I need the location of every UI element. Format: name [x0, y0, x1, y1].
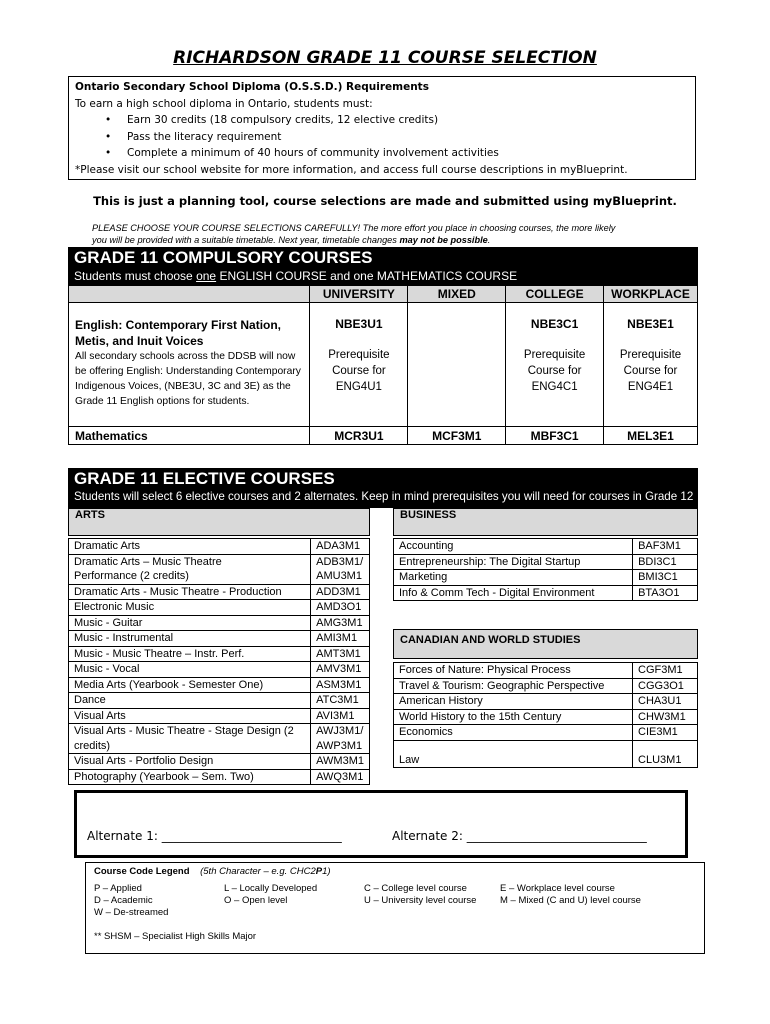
course-row[interactable]: [69, 724, 370, 754]
prerequisite: [604, 347, 697, 395]
course-name: [394, 663, 633, 679]
requirements-list: [105, 112, 689, 162]
course-name: [394, 570, 633, 586]
course-name-line: Electronic Music: [74, 601, 155, 613]
course-row[interactable]: [69, 600, 370, 616]
math-university-code[interactable]: MCR3U1: [310, 427, 408, 445]
course-code-line: AVI3M1: [316, 709, 355, 722]
course-name: [394, 678, 633, 694]
compulsory-banner: [68, 247, 698, 285]
arts-header: ARTS: [68, 508, 370, 536]
example-part: (5th Character – e.g. CHC2: [200, 866, 316, 877]
course-code-line: AWP3M1: [316, 739, 363, 752]
english-note: All secondary schools across the DDSB will now be offering English: Understanding Contemporary Indigenous Voices, (NBE3U, 3C and 3E) as the Grade 11 English options for students.: [75, 351, 301, 407]
advice-note: [92, 222, 702, 246]
advice-text: you will be provided with a suitable timetable. Next year, timetable changes: [92, 235, 400, 245]
course-code: [633, 585, 698, 601]
course-row[interactable]: [394, 678, 698, 694]
column-header: WORKPLACE: [604, 286, 698, 303]
course-name-line: Dance: [74, 694, 106, 706]
course-code-line: BTA3O1: [638, 586, 680, 599]
course-code-line: AMD3O1: [316, 601, 362, 613]
prereq-label: Course for: [623, 365, 678, 377]
course-code-legend: [85, 862, 705, 954]
course-name-line: World History to the 15th Century: [399, 710, 562, 723]
course-name-line: Visual Arts - Portfolio Design: [74, 755, 214, 767]
course-code: [311, 769, 370, 785]
course-name-line: Forces of Nature: Physical Process: [399, 664, 571, 676]
legend-entry: E – Workplace level course: [500, 883, 615, 894]
english-workplace-cell[interactable]: [604, 303, 698, 427]
course-code: [311, 554, 370, 584]
legend-entry: C – College level course: [364, 883, 467, 894]
legend-col: [94, 883, 224, 919]
course-code-line: AMG3M1: [316, 616, 363, 629]
course-row[interactable]: [69, 693, 370, 709]
prereq-label: Prerequisite: [328, 349, 390, 361]
electives-banner: [68, 468, 698, 508]
course-row[interactable]: [394, 725, 698, 741]
course-code-line: CGG3O1: [638, 679, 684, 692]
legend-col: [224, 883, 364, 919]
course-name: [69, 646, 311, 662]
course-name-line: Media Arts (Yearbook - Semester One): [74, 678, 264, 691]
course-code: [633, 663, 698, 679]
course-code: NBE3U1: [335, 317, 383, 331]
course-row[interactable]: [394, 709, 698, 725]
course-row[interactable]: [394, 585, 698, 601]
business-header: BUSINESS: [393, 508, 698, 536]
course-name-line: credits): [74, 739, 111, 752]
course-code: [311, 677, 370, 693]
subtitle-emphasis: one: [196, 269, 217, 283]
course-code: [633, 709, 698, 725]
course-name: [69, 754, 311, 770]
column-header: MIXED: [408, 286, 506, 303]
course-code-line: AMI3M1: [316, 632, 358, 644]
advice-line: PLEASE CHOOSE YOUR COURSE SELECTIONS CAREFULLY! The more effort you place in choosing courses, the more likely: [92, 223, 616, 233]
planning-note: This is just a planning tool, course selections are made and submitted using myBlueprint.: [93, 194, 677, 208]
legend-entry: W – De-streamed: [94, 907, 169, 918]
course-row[interactable]: [69, 554, 370, 584]
subtitle-part: ENGLISH COURSE and one MATHEMATICS COURSE: [216, 269, 518, 283]
course-row[interactable]: [69, 584, 370, 600]
course-code-line: CHW3M1: [638, 710, 686, 723]
requirements-intro: To earn a high school diploma in Ontario, students must:: [75, 97, 373, 110]
cws-table: [393, 662, 698, 768]
course-name: [69, 677, 311, 693]
course-name: [394, 709, 633, 725]
math-college-code[interactable]: MBF3C1: [506, 427, 604, 445]
course-name: [69, 724, 311, 754]
course-code-line: ADA3M1: [316, 540, 361, 552]
electives-subtitle: Students will select 6 elective courses and 2 alternates. Keep in mind prerequisites you will need for courses in Grade 12: [74, 490, 694, 503]
legend-entry: O – Open level: [224, 895, 288, 906]
requirement-item: • Pass the literacy requirement: [105, 129, 689, 146]
legend-entry: P – Applied: [94, 883, 142, 894]
course-code-line: AMV3M1: [316, 663, 362, 675]
course-code-line: ADD3M1: [316, 585, 361, 598]
advice-end: .: [487, 235, 491, 245]
course-row[interactable]: [69, 769, 370, 785]
page-title: RICHARDSON GRADE 11 COURSE SELECTION: [173, 48, 597, 68]
english-mixed-cell: [408, 303, 506, 427]
prereq-code: ENG4C1: [531, 381, 578, 393]
course-name-line: Accounting: [399, 540, 454, 552]
course-name-line: Performance (2 credits): [74, 570, 189, 582]
course-name-line: Economics: [399, 726, 453, 738]
course-name: [69, 693, 311, 709]
course-name: [69, 631, 311, 647]
course-code: [311, 646, 370, 662]
course-row[interactable]: [394, 663, 698, 679]
course-name-line: Dramatic Arts - Music Theatre - Production: [74, 585, 282, 598]
course-code-line: BMI3C1: [638, 571, 678, 583]
alternates-box: [74, 790, 688, 858]
course-name-line: Music - Vocal: [74, 663, 140, 675]
prereq-code: ENG4U1: [335, 381, 382, 393]
course-row[interactable]: [69, 677, 370, 693]
course-code-line: CGF3M1: [638, 664, 683, 676]
course-row[interactable]: [394, 539, 698, 555]
english-title: [75, 317, 303, 349]
course-name: [394, 539, 633, 555]
course-code: [633, 694, 698, 710]
requirement-item: • Complete a minimum of 40 hours of community involvement activities: [105, 145, 689, 162]
course-name-line: Visual Arts - Music Theatre - Stage Design (2: [74, 725, 294, 737]
course-name-line: Dramatic Arts: [74, 540, 141, 552]
course-code: [311, 693, 370, 709]
alternate-2-field[interactable]: Alternate 2: ______________________________: [392, 829, 647, 843]
course-code: [311, 662, 370, 678]
course-code: [311, 539, 370, 555]
english-college-cell[interactable]: [506, 303, 604, 427]
course-code-line: AWQ3M1: [316, 770, 364, 783]
math-label: Mathematics: [69, 427, 310, 445]
course-name: [69, 554, 311, 584]
requirements-box: [68, 76, 696, 180]
course-name-line: Info & Comm Tech - Digital Environment: [399, 586, 595, 599]
course-name: [394, 694, 633, 710]
course-code-line: ATC3M1: [316, 694, 359, 706]
english-title-line: Metis, and Inuit Voices: [75, 334, 204, 348]
business-table: [393, 538, 698, 601]
english-title-line: English: Contemporary First Nation,: [75, 318, 282, 332]
legend-entry: U – University level course: [364, 895, 477, 906]
course-name-line: American History: [399, 695, 483, 707]
course-code: NBE3C1: [530, 317, 579, 331]
course-name: [394, 554, 633, 570]
course-name: [69, 662, 311, 678]
course-code: [311, 708, 370, 724]
course-name-line: Travel & Tourism: Geographic Perspective: [399, 679, 605, 692]
course-name-line: Entrepreneurship: The Digital Startup: [399, 555, 581, 568]
course-name: [69, 615, 311, 631]
course-name: [69, 539, 311, 555]
course-code: [633, 570, 698, 586]
prereq-label: Prerequisite: [619, 349, 682, 361]
course-name-line: Visual Arts: [74, 709, 126, 722]
prereq-label: Course for: [332, 365, 386, 377]
course-row[interactable]: [69, 631, 370, 647]
prerequisite: [506, 347, 603, 395]
course-row[interactable]: [69, 615, 370, 631]
course-name: [69, 584, 311, 600]
course-code: [633, 678, 698, 694]
compulsory-title: GRADE 11 COMPULSORY COURSES: [74, 248, 373, 267]
requirements-footnote: *Please visit our school website for more information, and access full course descriptions in myBlueprint.: [75, 163, 628, 176]
legend-entry: D – Academic: [94, 895, 153, 906]
course-row[interactable]: [394, 694, 698, 710]
course-code: [633, 539, 698, 555]
course-code: [311, 754, 370, 770]
legend-grid: [94, 883, 696, 919]
course-name: [69, 708, 311, 724]
legend-entry: L – Locally Developed: [224, 883, 318, 894]
course-code-line: ADB3M1/: [316, 555, 364, 568]
course-code: [311, 600, 370, 616]
prereq-code: ENG4E1: [627, 381, 674, 393]
legend-header: [94, 866, 696, 877]
course-name-line: Music - Guitar: [74, 616, 143, 629]
course-name: [394, 585, 633, 601]
example-part: 1): [322, 866, 331, 877]
course-row[interactable]: [69, 539, 370, 555]
course-code-line: CHA3U1: [638, 695, 682, 707]
course-name: [394, 740, 633, 768]
advice-line: [92, 234, 702, 246]
course-code: [311, 724, 370, 754]
requirement-item: • Earn 30 credits (18 compulsory credits, 12 elective credits): [105, 112, 689, 129]
course-code: [633, 725, 698, 741]
prereq-label: Prerequisite: [523, 349, 586, 361]
course-name: [394, 725, 633, 741]
course-row[interactable]: [69, 662, 370, 678]
course-code-line: CIE3M1: [638, 726, 678, 738]
course-code: [311, 615, 370, 631]
course-code-line: ASM3M1: [316, 678, 362, 691]
course-row[interactable]: [394, 570, 698, 586]
requirements-heading: Ontario Secondary School Diploma (O.S.S.D.) Requirements: [75, 81, 429, 93]
course-code: [311, 631, 370, 647]
course-row[interactable]: [394, 740, 698, 768]
alternate-1-field[interactable]: Alternate 1: ______________________________: [87, 829, 342, 843]
course-code-line: AMT3M1: [316, 647, 361, 660]
column-header: COLLEGE: [506, 286, 604, 303]
compulsory-table: [68, 285, 698, 445]
legend-shsm: ** SHSM – Specialist High Skills Major: [94, 931, 257, 942]
course-code: [311, 584, 370, 600]
cws-header: CANADIAN AND WORLD STUDIES: [393, 629, 698, 659]
example-bold: P: [315, 866, 323, 877]
course-name-line: Music - Music Theatre – Instr. Perf.: [74, 647, 245, 660]
course-code: [633, 740, 698, 768]
prerequisite: [310, 347, 407, 395]
course-row[interactable]: [69, 708, 370, 724]
course-row[interactable]: [69, 754, 370, 770]
legend-col: [500, 883, 690, 919]
arts-table: [68, 538, 370, 785]
legend-entry: M – Mixed (C and U) level course: [500, 895, 641, 906]
course-row[interactable]: [69, 646, 370, 662]
electives-title: GRADE 11 ELECTIVE COURSES: [74, 469, 335, 488]
course-name-line: Dramatic Arts – Music Theatre: [74, 555, 222, 568]
course-code: NBE3E1: [627, 317, 674, 331]
course-code-line: AWJ3M1/: [316, 725, 364, 737]
course-name-line: Music - Instrumental: [74, 632, 174, 644]
course-name-line: Marketing: [399, 571, 448, 583]
column-header: UNIVERSITY: [310, 286, 408, 303]
empty-header: [69, 286, 310, 303]
math-workplace-code[interactable]: MEL3E1: [604, 427, 698, 445]
course-name-line: Law: [399, 753, 420, 766]
course-name: [69, 600, 311, 616]
course-code: [633, 554, 698, 570]
course-code-line: BAF3M1: [638, 540, 681, 552]
course-code-line: AMU3M1: [316, 570, 362, 582]
advice-emphasis: may not be possible: [399, 235, 488, 245]
course-code-line: CLU3M1: [638, 753, 682, 766]
course-code-line: BDI3C1: [638, 555, 677, 568]
subtitle-part: Students must choose: [74, 269, 197, 283]
compulsory-subtitle: [74, 269, 698, 283]
legend-title: Course Code Legend: [94, 866, 190, 877]
english-university-cell[interactable]: [310, 303, 408, 427]
legend-example: [200, 866, 330, 877]
math-mixed-code[interactable]: MCF3M1: [408, 427, 506, 445]
course-name-line: Photography (Yearbook – Sem. Two): [74, 770, 254, 783]
course-row[interactable]: [394, 554, 698, 570]
legend-col: [364, 883, 500, 919]
english-cell: [69, 303, 310, 427]
prereq-label: Course for: [527, 365, 582, 377]
course-name: [69, 769, 311, 785]
course-code-line: AWM3M1: [316, 755, 364, 767]
